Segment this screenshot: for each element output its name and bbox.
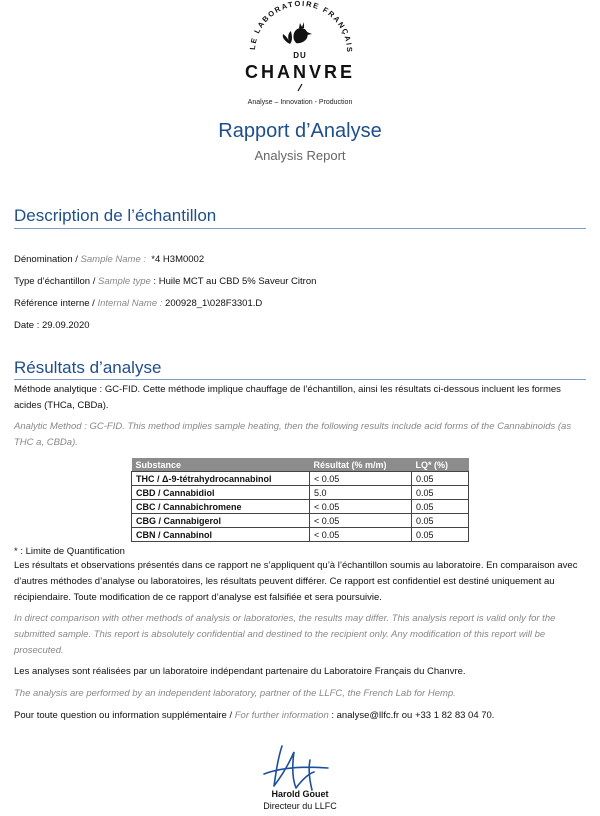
signatory-role: Directeur du LLFC [263, 801, 337, 811]
lq-cell: 0.05 [412, 472, 469, 486]
internal-ref-label: Référence interne / [14, 298, 98, 309]
substance-cell: CBC / Cannabichromene [132, 500, 310, 514]
logo-arc-text: LE LABORATOIRE FRANÇAIS [247, 0, 355, 54]
result-cell: < 0.05 [310, 528, 412, 542]
sample-type-label: Type d’échantillon / [14, 276, 98, 287]
contact-label: Pour toute question ou information supplémentaire / [14, 710, 235, 721]
section-divider [14, 379, 586, 380]
denomination-label: Dénomination / [14, 254, 81, 265]
sample-type-field [14, 276, 316, 287]
substance-cell: CBG / Cannabigerol [132, 514, 310, 528]
lab-statement-fr: Les analyses sont réalisées par un laboratoire indépendant partenaire du Laboratoire Français du Chanvre. [14, 666, 466, 677]
logo-tagline: Analyse – Innovation - Production [247, 99, 353, 106]
result-cell: 5.0 [310, 486, 412, 500]
lq-cell: 0.05 [412, 514, 469, 528]
table-row [132, 528, 469, 542]
contact-line [14, 708, 586, 724]
logo-du: DU [293, 51, 307, 60]
substance-cell: CBN / Cannabinol [132, 528, 310, 542]
substance-cell: THC / Δ-9-tétrahydrocannabinol [132, 472, 310, 486]
method-en: Analytic Method : GC-FID. This method implies sample heating, then the following results include acid forms of the Cannabinoids (as THC a, CBDa). [14, 421, 572, 448]
denomination-value: *4 H3M0002 [146, 254, 205, 265]
lab-logo [0, 0, 600, 112]
results-table [131, 458, 469, 542]
logo-brand: CHANVRE [244, 62, 355, 82]
internal-ref-field [14, 298, 262, 309]
table-header-row [132, 458, 469, 472]
table-row [132, 486, 469, 500]
sample-type-value: : Huile MCT au CBD 5% Saveur Citron [150, 276, 317, 287]
internal-ref-value: 200928_1\028F3301.D [162, 298, 263, 309]
denomination-field [14, 254, 204, 265]
col-substance: Substance [132, 458, 310, 472]
table-row [132, 472, 469, 486]
denomination-label-en: Sample Name : [80, 254, 147, 265]
lq-cell: 0.05 [412, 500, 469, 514]
contact-label-en: For further information [234, 710, 329, 721]
sample-type-label-en: Sample type [97, 276, 151, 287]
method-fr: Méthode analytique : GC-FID. Cette méthode implique chauffage de l’échantillon, ainsi les résultats ci-dessous incluent les formes acides (THCa, CBDa). [14, 384, 561, 411]
results-section-heading: Résultats d’analyse [14, 358, 162, 377]
internal-ref-label-en: Internal Name : [97, 298, 163, 309]
substance-cell: CBD / Cannabidiol [132, 486, 310, 500]
col-result: Résultat (% m/m) [310, 458, 412, 472]
sample-section-heading: Description de l’échantillon [14, 206, 217, 225]
signatory-name: Harold Gouet [271, 789, 329, 799]
signature-icon [250, 738, 350, 796]
disclaimer-en: In direct comparison with other methods of analysis or laboratories, the results may differ. This analysis report is valid only for the submitted sample. This report is absolutely confidential and destined to the recipient only. Any modification of this report will be prosecuted. [14, 613, 556, 656]
result-cell: < 0.05 [310, 514, 412, 528]
report-title: Rapport d’Analyse [218, 120, 382, 142]
lab-statement-en: The analysis are performed by an independent laboratory, partner of the LLFC, the French Lab for Hemp. [14, 688, 456, 699]
lq-cell: 0.05 [412, 486, 469, 500]
date-field: Date : 29.09.2020 [14, 320, 90, 331]
lq-footnote: * : Limite de Quantification [14, 546, 125, 557]
result-cell: < 0.05 [310, 472, 412, 486]
lq-cell: 0.05 [412, 528, 469, 542]
table-row [132, 514, 469, 528]
table-row [132, 500, 469, 514]
result-cell: < 0.05 [310, 500, 412, 514]
contact-value: : analyse@llfc.fr ou +33 1 82 83 04 70. [328, 710, 495, 721]
section-divider [14, 228, 586, 229]
report-subtitle: Analysis Report [254, 148, 346, 163]
col-lq: LQ* (%) [412, 458, 469, 472]
disclaimer-fr: Les résultats et observations présentés dans ce rapport ne s’appliquent qu’à l’échantillon soumis au laboratoire. En comparaison avec d’autres méthodes d’analyse ou laboratoires, les résultats peuvent différer. Ce rapport est confidentiel est destiné uniquement au récipiendaire. Toute modification de ce rapport d’analyse est falsifiée et sera poursuivie. [14, 560, 578, 603]
